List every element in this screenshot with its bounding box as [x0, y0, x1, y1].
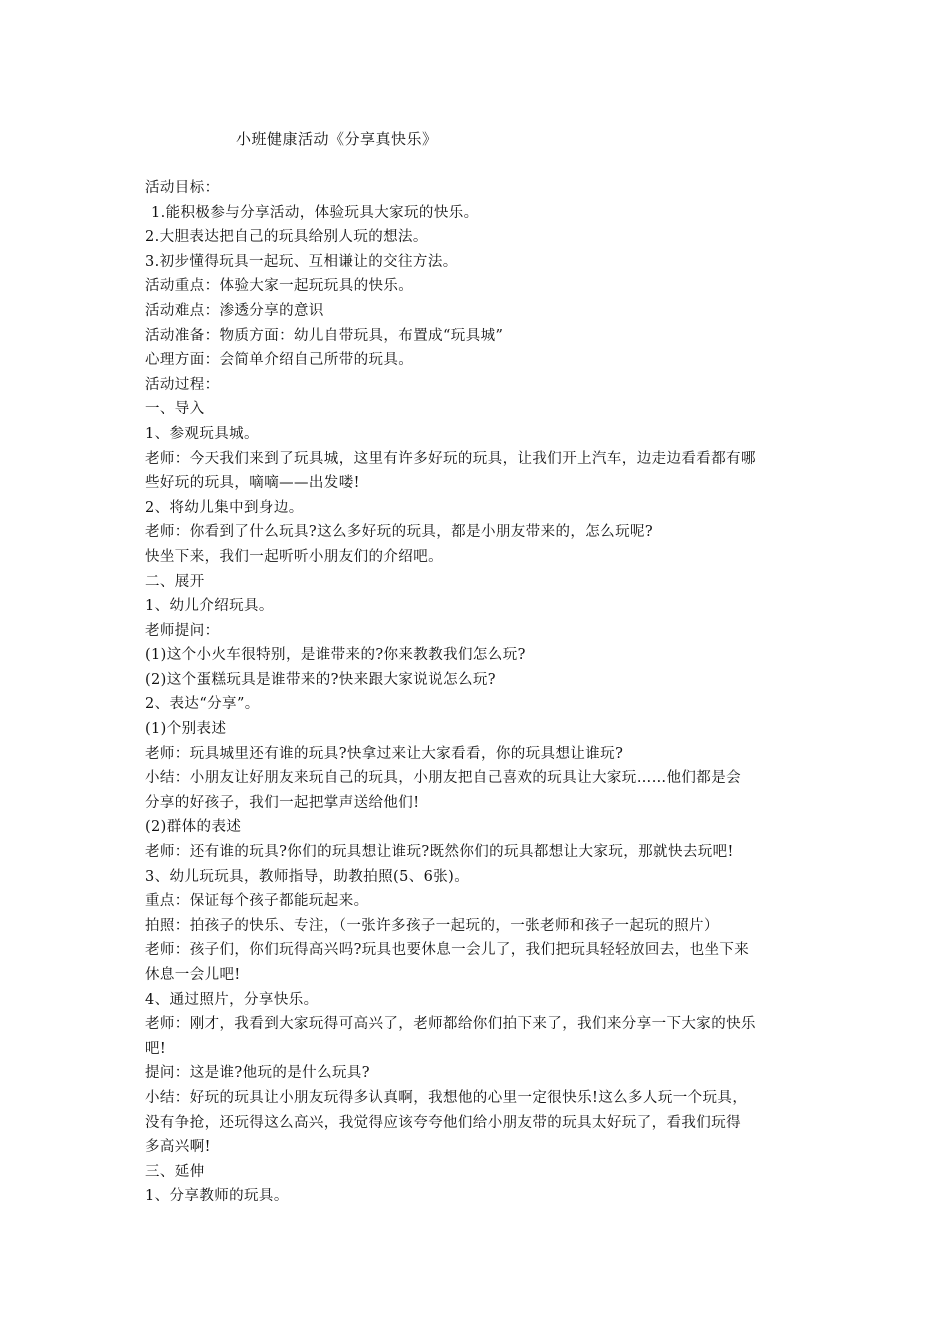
text-line: 老师：今天我们来到了玩具城，这里有许多好玩的玩具，让我们开上汽车，边走边看看都有哪: [145, 450, 756, 467]
text-line: 提问：这是谁?他玩的是什么玩具?: [145, 1065, 370, 1082]
text-line: 3、幼儿玩玩具，教师指导，助教拍照(5、6张)。: [145, 868, 470, 885]
text-line: (2)这个蛋糕玩具是谁带来的?快来跟大家说说怎么玩?: [145, 671, 496, 688]
text-line: 活动过程：: [145, 376, 220, 393]
text-line: 活动重点：体验大家一起玩玩具的快乐。: [145, 278, 414, 295]
text-line: 1.能积极参与分享活动，体验玩具大家玩的快乐。: [151, 204, 479, 221]
text-line: 多高兴啊!: [145, 1139, 211, 1156]
text-line: 活动难点：渗透分享的意识: [145, 302, 324, 319]
text-line: 拍照：拍孩子的快乐、专注，（一张许多孩子一起玩的，一张老师和孩子一起玩的照片）: [145, 917, 719, 934]
text-line: 2.大胆表达把自己的玩具给别人玩的想法。: [145, 229, 428, 246]
text-line: 3.初步懂得玩具一起玩、互相谦让的交往方法。: [145, 253, 458, 270]
text-line: 1、分享教师的玩具。: [145, 1188, 289, 1205]
text-line: 快坐下来，我们一起听听小朋友们的介绍吧。: [145, 548, 443, 565]
text-line: (2)群体的表述: [145, 819, 242, 836]
text-line: 老师：孩子们，你们玩得高兴吗?玩具也要休息一会儿了，我们把玩具轻轻放回去，也坐下来: [145, 942, 750, 959]
text-line: 一、导入: [145, 401, 205, 418]
text-line: 些好玩的玩具，嘀嘀——出发喽!: [145, 475, 360, 492]
text-line: 休息一会儿吧!: [145, 967, 241, 983]
text-line: 活动准备：物质方面：幼儿自带玩具，布置成“玩具城”: [145, 327, 504, 344]
text-line: 分享的好孩子，我们一起把掌声送给他们!: [145, 794, 420, 811]
text-line: (1)个别表述: [145, 721, 227, 738]
text-line: 4、通过照片，分享快乐。: [145, 991, 319, 1008]
text-line: 小结：好玩的玩具让小朋友玩得多认真啊，我想他的心里一定很快乐!这么多人玩一个玩具，: [145, 1089, 748, 1106]
text-line: (1)这个小火车很特别，是谁带来的?你来教教我们怎么玩?: [145, 647, 526, 664]
document-title: 小班健康活动《分享真快乐》: [236, 130, 438, 148]
text-line: 2、将幼儿集中到身边。: [145, 499, 304, 516]
text-line: 老师提问：: [145, 622, 220, 639]
text-line: 老师：你看到了什么玩具?这么多好玩的玩具，都是小朋友带来的，怎么玩呢?: [145, 524, 654, 541]
text-line: 老师：玩具城里还有谁的玩具?快拿过来让大家看看，你的玩具想让谁玩?: [145, 745, 624, 762]
text-line: 二、展开: [145, 573, 205, 590]
text-line: 重点：保证每个孩子都能玩起来。: [145, 893, 369, 910]
text-line: 1、参观玩具城。: [145, 425, 259, 442]
text-line: 小结：小朋友让好朋友来玩自己的玩具，小朋友把自己喜欢的玩具让大家玩……他们都是会: [145, 770, 741, 787]
document-body: [145, 176, 817, 1209]
text-line: 老师：刚才，我看到大家玩得可高兴了，老师都给你们拍下来了，我们来分享一下大家的快乐: [145, 1016, 756, 1033]
text-line: 三、延伸: [145, 1163, 205, 1180]
text-line: 吧!: [145, 1040, 167, 1057]
text-line: 1、幼儿介绍玩具。: [145, 598, 274, 615]
text-line: 没有争抢，还玩得这么高兴，我觉得应该夸夸他们给小朋友带的玩具太好玩了，看我们玩得: [145, 1114, 741, 1131]
text-line: 2、表达“分享”。: [145, 696, 260, 713]
text-line: 老师：还有谁的玩具?你们的玩具想让谁玩?既然你们的玩具都想让大家玩，那就快去玩吧!: [145, 844, 734, 861]
text-line: 活动目标：: [145, 180, 220, 196]
text-line: 心理方面：会简单介绍自己所带的玩具。: [145, 352, 414, 369]
